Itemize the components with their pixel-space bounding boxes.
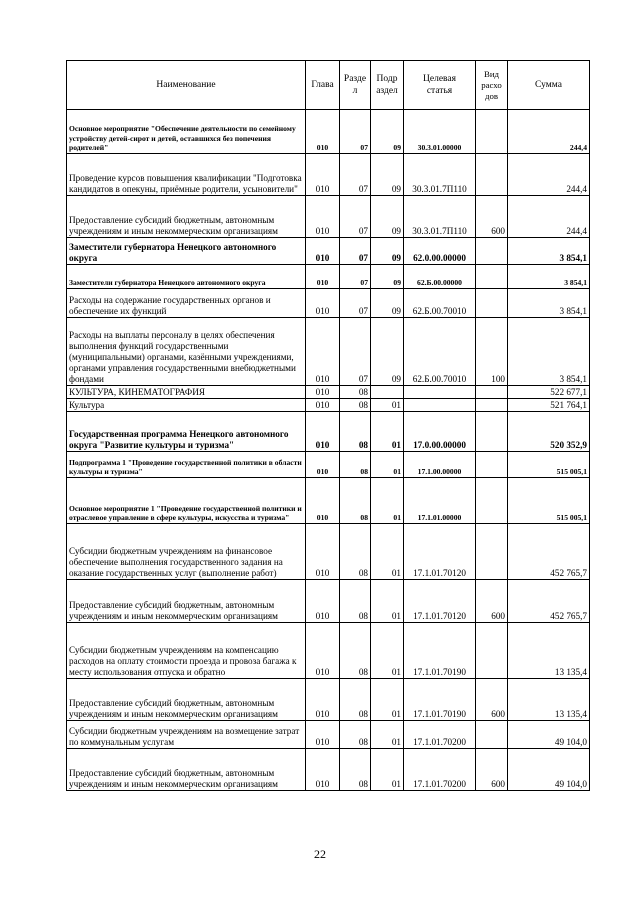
cell-target: 17.1.01.70200 <box>404 749 476 791</box>
cell-target: 17.1.01.70200 <box>404 721 476 749</box>
cell-podrazdel: 09 <box>371 110 404 154</box>
cell-vid <box>476 623 508 679</box>
cell-target: 62.0.00.00000 <box>404 238 476 265</box>
cell-target: 62.Б.00.70010 <box>404 289 476 318</box>
cell-podrazdel: 01 <box>371 524 404 580</box>
cell-razdel: 08 <box>340 524 371 580</box>
cell-name: Подпрограмма 1 "Проведение государственной политики в области культуры и туризма" <box>67 452 306 478</box>
cell-sum: 244,4 <box>508 154 590 196</box>
cell-sum: 3 854,1 <box>508 265 590 289</box>
cell-sum: 522 677,1 <box>508 386 590 399</box>
cell-podrazdel: 09 <box>371 289 404 318</box>
cell-sum: 515 005,1 <box>508 452 590 478</box>
cell-podrazdel: 09 <box>371 196 404 238</box>
cell-sum: 13 135,4 <box>508 679 590 721</box>
cell-razdel: 08 <box>340 412 371 452</box>
cell-glava: 010 <box>306 238 340 265</box>
cell-razdel: 08 <box>340 580 371 623</box>
cell-vid <box>476 110 508 154</box>
cell-razdel: 07 <box>340 318 371 386</box>
cell-razdel: 07 <box>340 154 371 196</box>
cell-glava: 010 <box>306 289 340 318</box>
cell-target: 62.Б.00.70010 <box>404 318 476 386</box>
cell-name: Субсидии бюджетным учреждениям на компенсацию расходов на оплату стоимости проезда и провоза багажа к месту использования отпуска и обратно <box>67 623 306 679</box>
cell-name: Основное мероприятие "Обеспечение деятельности по семейному устройству детей-сирот и детей, оставшихся без попечения родителей" <box>67 110 306 154</box>
cell-vid <box>476 265 508 289</box>
cell-podrazdel: 01 <box>371 452 404 478</box>
table-body <box>67 110 590 791</box>
cell-sum: 49 104,0 <box>508 749 590 791</box>
cell-target: 17.1.01.70190 <box>404 623 476 679</box>
cell-razdel: 08 <box>340 386 371 399</box>
cell-glava: 010 <box>306 623 340 679</box>
cell-vid <box>476 524 508 580</box>
col-header-sum: Сумма <box>508 61 590 110</box>
cell-name: Предоставление субсидий бюджетным, автономным учреждениям и иным некоммерческим организациям <box>67 749 306 791</box>
cell-vid <box>476 721 508 749</box>
cell-glava: 010 <box>306 265 340 289</box>
cell-glava: 010 <box>306 580 340 623</box>
cell-name: Культура <box>67 399 306 412</box>
cell-name: Основное мероприятие 1 "Проведение государственной политики и отраслевое управление в сфере культуры, искусства и туризма" <box>67 478 306 524</box>
table-row <box>67 110 590 154</box>
col-header-razdel: Разде л <box>340 61 371 110</box>
cell-sum: 452 765,7 <box>508 580 590 623</box>
cell-glava: 010 <box>306 749 340 791</box>
cell-podrazdel: 01 <box>371 399 404 412</box>
cell-sum: 3 854,1 <box>508 289 590 318</box>
table-header-row <box>67 61 590 110</box>
cell-target: 17.0.00.00000 <box>404 412 476 452</box>
cell-vid: 600 <box>476 679 508 721</box>
cell-sum: 515 005,1 <box>508 478 590 524</box>
cell-vid <box>476 412 508 452</box>
cell-vid <box>476 452 508 478</box>
cell-vid <box>476 478 508 524</box>
cell-target: 17.1.01.00000 <box>404 478 476 524</box>
cell-glava: 010 <box>306 196 340 238</box>
cell-glava: 010 <box>306 721 340 749</box>
cell-razdel: 08 <box>340 399 371 412</box>
cell-sum: 13 135,4 <box>508 623 590 679</box>
cell-razdel: 08 <box>340 721 371 749</box>
cell-podrazdel: 09 <box>371 238 404 265</box>
cell-vid: 600 <box>476 196 508 238</box>
cell-sum: 520 352,9 <box>508 412 590 452</box>
cell-target: 17.1.01.70190 <box>404 679 476 721</box>
cell-vid: 600 <box>476 580 508 623</box>
cell-podrazdel: 09 <box>371 318 404 386</box>
cell-glava: 010 <box>306 524 340 580</box>
cell-razdel: 08 <box>340 478 371 524</box>
cell-razdel: 08 <box>340 452 371 478</box>
cell-name: Предоставление субсидий бюджетным, автономным учреждениям и иным некоммерческим организациям <box>67 580 306 623</box>
cell-sum: 49 104,0 <box>508 721 590 749</box>
cell-glava: 010 <box>306 154 340 196</box>
cell-name: Расходы на выплаты персоналу в целях обеспечения выполнения функций государственными (муниципальными) органами, казёнными учреждениями, органами управления государственными внебюджетными фондами <box>67 318 306 386</box>
cell-glava: 010 <box>306 386 340 399</box>
table-row <box>67 452 590 478</box>
cell-podrazdel: 01 <box>371 412 404 452</box>
cell-podrazdel: 01 <box>371 749 404 791</box>
cell-name: Субсидии бюджетным учреждениям на возмещение затрат по коммунальным услугам <box>67 721 306 749</box>
cell-target <box>404 386 476 399</box>
cell-podrazdel: 09 <box>371 265 404 289</box>
cell-podrazdel: 09 <box>371 154 404 196</box>
table-row <box>67 238 590 265</box>
cell-sum: 3 854,1 <box>508 238 590 265</box>
budget-table <box>66 60 590 791</box>
cell-name: Расходы на содержание государственных органов и обеспечение их функций <box>67 289 306 318</box>
cell-vid <box>476 289 508 318</box>
cell-vid <box>476 238 508 265</box>
cell-podrazdel: 01 <box>371 679 404 721</box>
table-row <box>67 679 590 721</box>
cell-razdel: 07 <box>340 196 371 238</box>
cell-podrazdel: 01 <box>371 623 404 679</box>
table-row <box>67 749 590 791</box>
table-row <box>67 524 590 580</box>
cell-razdel: 07 <box>340 289 371 318</box>
cell-glava: 010 <box>306 679 340 721</box>
cell-glava: 010 <box>306 399 340 412</box>
cell-glava: 010 <box>306 452 340 478</box>
cell-podrazdel <box>371 386 404 399</box>
cell-name: Заместители губернатора Ненецкого автономного округа <box>67 238 306 265</box>
cell-name: Субсидии бюджетным учреждениям на финансовое обеспечение выполнения государственного задания на оказание государственных услуг (выполнение работ) <box>67 524 306 580</box>
cell-razdel: 07 <box>340 238 371 265</box>
cell-vid <box>476 154 508 196</box>
page-number: 22 <box>314 847 326 861</box>
cell-name: Предоставление субсидий бюджетным, автономным учреждениям и иным некоммерческим организациям <box>67 196 306 238</box>
cell-name: Проведение курсов повышения квалификации "Подготовка кандидатов в опекуны, приёмные родители, усыновители" <box>67 154 306 196</box>
cell-glava: 010 <box>306 412 340 452</box>
cell-target: 30.3.01.7П110 <box>404 196 476 238</box>
table-row <box>67 478 590 524</box>
cell-razdel: 08 <box>340 749 371 791</box>
cell-name: КУЛЬТУРА, КИНЕМАТОГРАФИЯ <box>67 386 306 399</box>
cell-podrazdel: 01 <box>371 580 404 623</box>
cell-razdel: 08 <box>340 679 371 721</box>
table-row <box>67 196 590 238</box>
table-row <box>67 580 590 623</box>
cell-glava: 010 <box>306 318 340 386</box>
cell-podrazdel: 01 <box>371 721 404 749</box>
col-header-podrazdel: Подр аздел <box>371 61 404 110</box>
cell-target: 17.1.00.00000 <box>404 452 476 478</box>
table-row <box>67 721 590 749</box>
cell-sum: 452 765,7 <box>508 524 590 580</box>
cell-podrazdel: 01 <box>371 478 404 524</box>
cell-vid: 100 <box>476 318 508 386</box>
cell-razdel: 08 <box>340 623 371 679</box>
cell-target: 62.Б.00.00000 <box>404 265 476 289</box>
table-row <box>67 318 590 386</box>
cell-glava: 010 <box>306 478 340 524</box>
cell-vid: 600 <box>476 749 508 791</box>
cell-name: Государственная программа Ненецкого автономного округа "Развитие культуры и туризма" <box>67 412 306 452</box>
cell-sum: 244,4 <box>508 196 590 238</box>
cell-name: Заместители губернатора Ненецкого автономного округа <box>67 265 306 289</box>
col-header-target: Целевая статья <box>404 61 476 110</box>
cell-target: 17.1.01.70120 <box>404 580 476 623</box>
cell-target <box>404 399 476 412</box>
cell-glava: 010 <box>306 110 340 154</box>
cell-sum: 3 854,1 <box>508 318 590 386</box>
table-row <box>67 154 590 196</box>
cell-target: 30.3.01.7П110 <box>404 154 476 196</box>
cell-target: 30.3.01.00000 <box>404 110 476 154</box>
table-row <box>67 265 590 289</box>
col-header-vid: Вид расхо дов <box>476 61 508 110</box>
table-row <box>67 386 590 399</box>
col-header-name: Наименование <box>67 61 306 110</box>
table-row <box>67 623 590 679</box>
cell-name: Предоставление субсидий бюджетным, автономным учреждениям и иным некоммерческим организациям <box>67 679 306 721</box>
cell-sum: 244,4 <box>508 110 590 154</box>
table-row <box>67 289 590 318</box>
table-row <box>67 399 590 412</box>
cell-razdel: 07 <box>340 265 371 289</box>
table-row <box>67 412 590 452</box>
cell-sum: 521 764,1 <box>508 399 590 412</box>
cell-target: 17.1.01.70120 <box>404 524 476 580</box>
cell-vid <box>476 386 508 399</box>
col-header-glava: Глава <box>306 61 340 110</box>
cell-vid <box>476 399 508 412</box>
cell-razdel: 07 <box>340 110 371 154</box>
